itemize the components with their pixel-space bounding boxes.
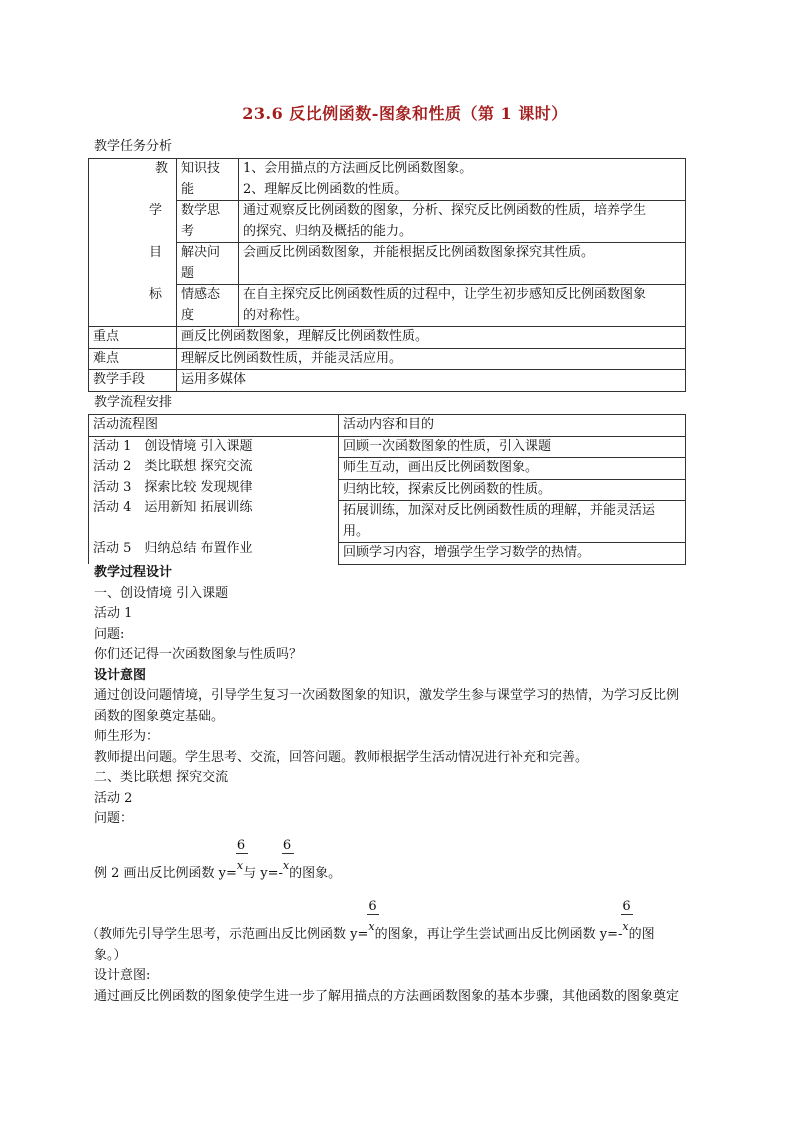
page-title: 23.6 反比例函数-图象和性质（第 1 课时） [242, 104, 568, 123]
question-1-label: 问题: [94, 626, 125, 642]
activity-1: 活动 1 [94, 606, 133, 621]
intent-1-title: 设计意图 [94, 667, 147, 683]
fraction-6-over-x: $\frac{6}{^x}$ [368, 925, 374, 946]
intent-2-text: 通过画反比例函数的图象使学生进一步了解用描点的方法画函数图象的基本步骤，其他函数的图象奠定 [94, 988, 680, 1004]
row-label-key-point: 重点 [89, 327, 177, 349]
goal-label: 情感态度 [177, 285, 239, 327]
section-task-analysis: 教学任务分析 [94, 139, 173, 154]
row-label-teaching-means: 教学手段 [89, 370, 177, 392]
flow-table [88, 414, 686, 565]
goal-content: 通过观察反比例函数的图象，分析、探究反比例函数的性质，培养学生 的探究、归纳及概括的能力。 [239, 201, 686, 243]
part2-title: 二、类比联想 探究交流 [94, 770, 229, 785]
row-value-key-point: 画反比例函数图象，理解反比例函数性质。 [177, 327, 686, 349]
flow-content-list: 回顾一次函数图象的性质，引入课题 师生互动，画出反比例函数图象。 归纳比较，探索反比例函数的性质。 拓展训练，加深对反比例函数性质的理解，并能灵活运 用。 回顾学习内容，增强学生学习数学的热情。 [339, 436, 686, 564]
fraction-6-over-x: $\frac{6}{^x}$ [622, 925, 628, 946]
goal-content: 会画反比例函数图象，并能根据反比例函数图象探究其性质。 [239, 243, 686, 285]
goal-label: 解决问题 [177, 243, 239, 285]
goal-content: 1、会用描点的方法画反比例函数图象。 2、理解反比例函数的性质。 [239, 159, 686, 201]
goal-content: 在自主探究反比例函数性质的过程中，让学生初步感知反比例函数图象 的对称性。 [239, 285, 686, 327]
teacher-note: （教师先引导学生思考，示范画出反比例函数 y= $\frac{6}{^x}$的图象，再让学生尝试画出反比例函数 y=- $\frac{6}{^x}$的图 [86, 925, 724, 946]
flow-header-activity: 活动流程图 [89, 415, 339, 437]
row-label-difficulty: 难点 [89, 348, 177, 370]
question-1: 你们还记得一次函数图象与性质吗？ [94, 647, 303, 662]
goals-header-char: 教 [89, 159, 177, 201]
intent-2-title: 设计意图: [94, 968, 151, 983]
intent-1-line: 通过创设问题情境，引导学生复习一次函数图象的知识，激发学生参与课堂学习的热情，为学习反比例 [94, 688, 680, 703]
flow-header-content: 活动内容和目的 [339, 415, 686, 437]
fraction-6-over-x: $\frac{6}{^x}$ [283, 864, 289, 885]
roles-text: 教师提出问题。学生思考、交流，回答问题。教师根据学生活动情况进行补充和完善。 [94, 749, 589, 765]
fraction-6-over-x: $\frac{6}{^x}$ [237, 864, 243, 885]
row-value-teaching-means: 运用多媒体 [177, 370, 686, 392]
row-value-difficulty: 理解反比例函数性质，并能灵活应用。 [177, 348, 686, 370]
teacher-note-end: 象。） [94, 947, 127, 963]
question-2-label: 问题： [94, 811, 134, 826]
task-analysis-table [88, 158, 686, 392]
activity-2: 活动 2 [94, 790, 133, 806]
design-title: 教学过程设计 [94, 565, 173, 580]
goals-header-char: 学 [89, 201, 177, 243]
goal-label: 数学思考 [177, 201, 239, 243]
section-flow: 教学流程安排 [94, 395, 173, 410]
roles-title: 师生形为： [94, 729, 160, 744]
goals-header-char: 目 [89, 243, 177, 285]
lesson-body [86, 563, 724, 1007]
part1-title: 一、创设情境 引入课题 [94, 585, 229, 601]
goals-header-char: 标 [89, 285, 177, 327]
intent-1-line: 函数的图象奠定基础。 [94, 708, 225, 724]
flow-activity-list: 活动 1 创设情境 引入课题 活动 2 类比联想 探究交流 活动 3 探索比较 发现规律 活动 4 运用新知 拓展训练 活动 5 归纳总结 布置作业 [89, 436, 339, 564]
example-2: 例 2 画出反比例函数 y= $\frac{6}{^x}$与 y=- $\frac{6}{^x}$的图象。 [94, 864, 724, 885]
goal-label: 知识技能 [177, 159, 239, 201]
